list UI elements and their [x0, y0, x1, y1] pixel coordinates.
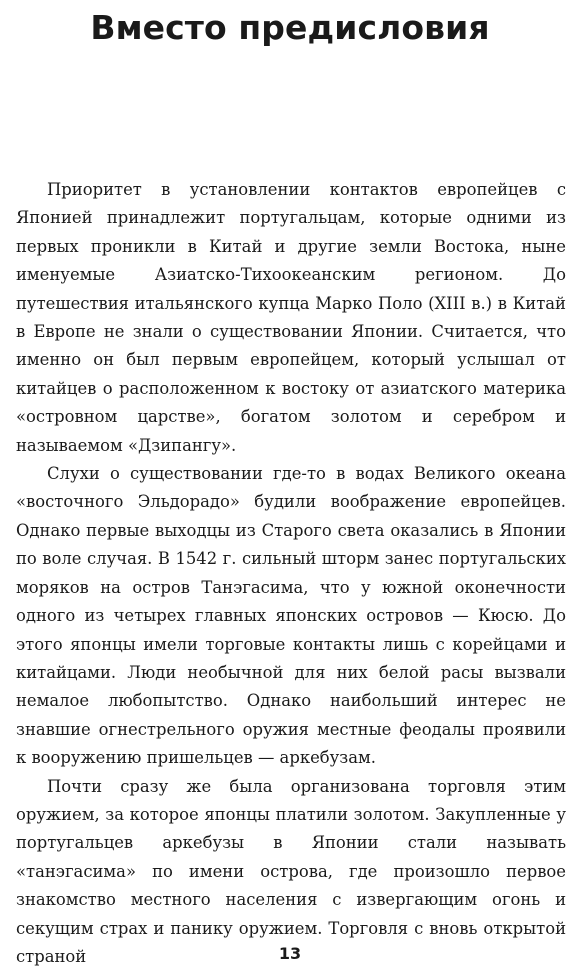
chapter-title: Вместо предисловия	[90, 8, 490, 47]
paragraph-1: Приоритет в установлении контактов европейцев с Японией принадлежит португальцам, которые одними из первых проникли в Китай и другие земли Востока, ныне именуемые Азиатско-Тихоокеанским регионом. До путешествия итальянского купца Марко Поло (XIII в.) в Китай в Европе не знали о существовании Японии. Считается, что именно он был первым европейцем, который услышал от китайцев о расположенном к востоку от азиатского материка «островном царстве», богатом золотом и серебром и называемом «Дзипангу».	[16, 180, 566, 455]
paragraph-3: Почти сразу же была организована торговля этим оружием, за которое японцы платили золотом. Закупленные у португальцев аркебузы в Японии стали называть «танэгасима» по имени острова, где произошло первое знакомство местного населения с извергающим огонь и секущим страх и панику оружием. Торговля с вновь открытой страной	[16, 776, 566, 966]
chapter-body	[16, 176, 566, 971]
paragraph-2: Слухи о существовании где-то в водах Великого океана «восточного Эльдорадо» будили воображение европейцев. Однако первые выходцы из Старого света оказались в Японии по воле случая. В 1542 г. сильный шторм занес португальских моряков на остров Танэгасима, что у южной оконечности одного из четырех главных японских островов — Кюсю. До этого японцы имели торговые контакты лишь с корейцами и китайцами. Люди необычной для них белой расы вызвали немалое любопытство. Однако наибольший интерес не знавшие огнестрельного оружия местные феодалы проявили к вооружению пришельцев — аркебузам.	[16, 464, 566, 768]
page-number: 13	[278, 944, 302, 963]
